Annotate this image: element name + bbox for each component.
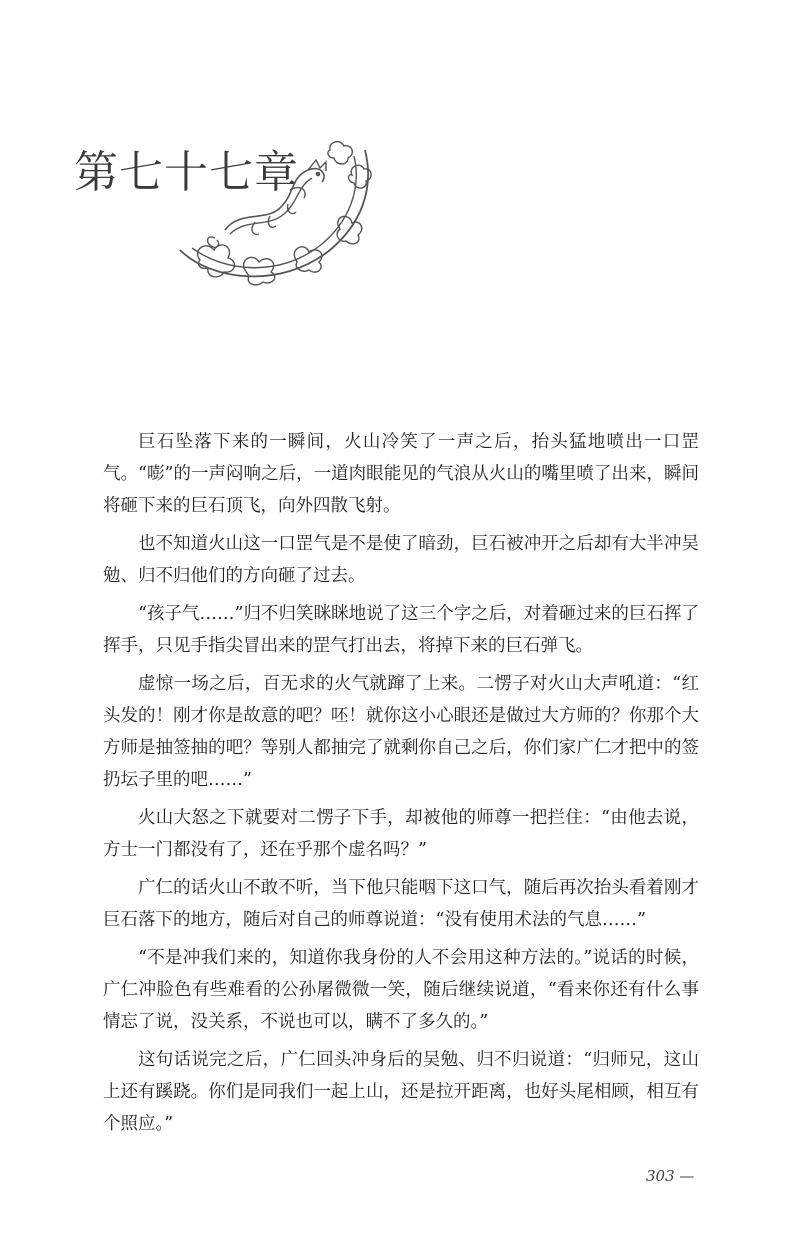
page-number: 303 — <box>646 1167 695 1185</box>
paragraph: 巨石坠落下来的一瞬间，火山冷笑了一声之后，抬头猛地喷出一口罡气。“嘭”的一声闷响之后，一道肉眼能见的气浪从火山的嘴里喷了出来，瞬间将砸下来的巨石顶飞，向外四散飞射。 <box>103 432 699 516</box>
paragraph: 广仁的话火山不敢不听，当下他只能咽下这口气，随后再次抬头看着刚才巨石落下的地方，随后对自己的师尊说道：“没有使用术法的气息……” <box>103 878 699 930</box>
paragraph: 火山大怒之下就要对二愣子下手，却被他的师尊一把拦住：“由他去说，方士一门都没有了，还在乎那个虚名吗？” <box>103 808 699 860</box>
paragraph: “不是冲我们来的，知道你我身份的人不会用这种方法的。”说话的时候，广仁冲脸色有些难看的公孙屠微微一笑，随后继续说道，“看来你还有什么事情忘了说，没关系，不说也可以，瞒不了多久的。” <box>103 948 699 1032</box>
paragraph: 这句话说完之后，广仁回头冲身后的吴勉、归不归说道：“归师兄，这山上还有蹊跷。你们是同我们一起上山，还是拉开距离，也好头尾相顾，相互有个照应。” <box>103 1050 699 1134</box>
paragraph: 也不知道火山这一口罡气是不是使了暗劲，巨石被冲开之后却有大半冲吴勉、归不归他们的方向砸了过去。 <box>103 534 699 586</box>
body-text <box>103 426 699 1146</box>
paragraph: 虚惊一场之后，百无求的火气就蹿了上来。二愣子对火山大声吼道：“红头发的！刚才你是故意的吧？呸！就你这小心眼还是做过大方师的？你那个大方师是抽签抽的吧？等别人都抽完了就剩你自己之后，你们家广仁才把中的签扔坛子里的吧……” <box>103 674 699 790</box>
cloud-dragon-ornament-icon <box>170 130 380 295</box>
chapter-title: 第七十七章 <box>74 147 299 198</box>
paragraph: “孩子气……”归不归笑眯眯地说了这三个字之后，对着砸过来的巨石挥了挥手，只见手指尖冒出来的罡气打出去，将掉下来的巨石弹飞。 <box>103 604 699 656</box>
